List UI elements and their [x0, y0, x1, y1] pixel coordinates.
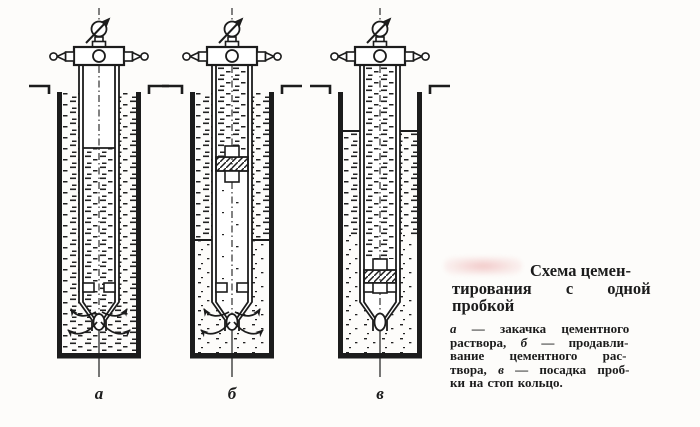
caption-line-5 — [450, 376, 660, 390]
caption-text: — посадка проб- — [503, 361, 630, 377]
caption-item-letter-v: в — [498, 361, 504, 377]
figure-title — [452, 262, 658, 315]
caption-text: — закачка цементного — [456, 321, 630, 336]
borehole-wall-right — [136, 92, 141, 354]
plug-body — [216, 157, 248, 171]
caption-text: вание цементного рас- — [450, 348, 627, 363]
borehole-bottom — [190, 353, 274, 359]
caption-item-letter-b: б — [520, 334, 528, 350]
caption-line-3 — [450, 349, 660, 363]
stop-ring-left — [216, 283, 227, 292]
caption-line-1 — [450, 322, 660, 336]
cementing-head — [50, 19, 148, 65]
caption-text: — продавли- — [527, 334, 629, 350]
borehole-wall-left — [57, 92, 62, 354]
stop-ring-right — [104, 283, 115, 292]
well-label-b: б — [227, 384, 237, 403]
title-line-2: тирования с одной — [452, 278, 651, 298]
shoe-ball-valve — [227, 314, 238, 330]
caption-text: раствора, — [450, 334, 521, 350]
borehole-bottom — [338, 353, 422, 359]
shoe-ball-valve — [375, 314, 386, 331]
borehole-bottom — [57, 353, 141, 359]
caption-line-4 — [450, 363, 660, 377]
plug-bottom-nut — [373, 283, 387, 293]
well-diagram-v — [310, 8, 450, 403]
caption-text: ки на стоп кольцо. — [450, 375, 563, 390]
well-label-v: в — [376, 384, 384, 403]
caption-item-letter-a: а — [450, 321, 457, 336]
caption-text: твора, — [450, 361, 499, 377]
borehole-wall-right — [269, 92, 274, 354]
title-line-3: пробкой — [452, 296, 515, 315]
stop-ring-left — [83, 283, 94, 292]
borehole-wall-right — [417, 92, 422, 354]
borehole-wall-left — [190, 92, 195, 354]
figure-caption — [450, 322, 660, 390]
caption-line-2 — [450, 336, 660, 350]
well-diagram-b — [162, 8, 302, 403]
well-diagram-a — [29, 8, 169, 403]
plug-body — [364, 270, 396, 283]
well-label-a: а — [94, 384, 104, 403]
title-line-1: Схема цемен- — [530, 261, 631, 280]
cementing-head — [183, 19, 281, 65]
borehole-wall-left — [338, 92, 343, 354]
cementing-head — [331, 19, 429, 65]
stop-ring-right — [237, 283, 248, 292]
shoe-ball-valve — [94, 314, 105, 330]
